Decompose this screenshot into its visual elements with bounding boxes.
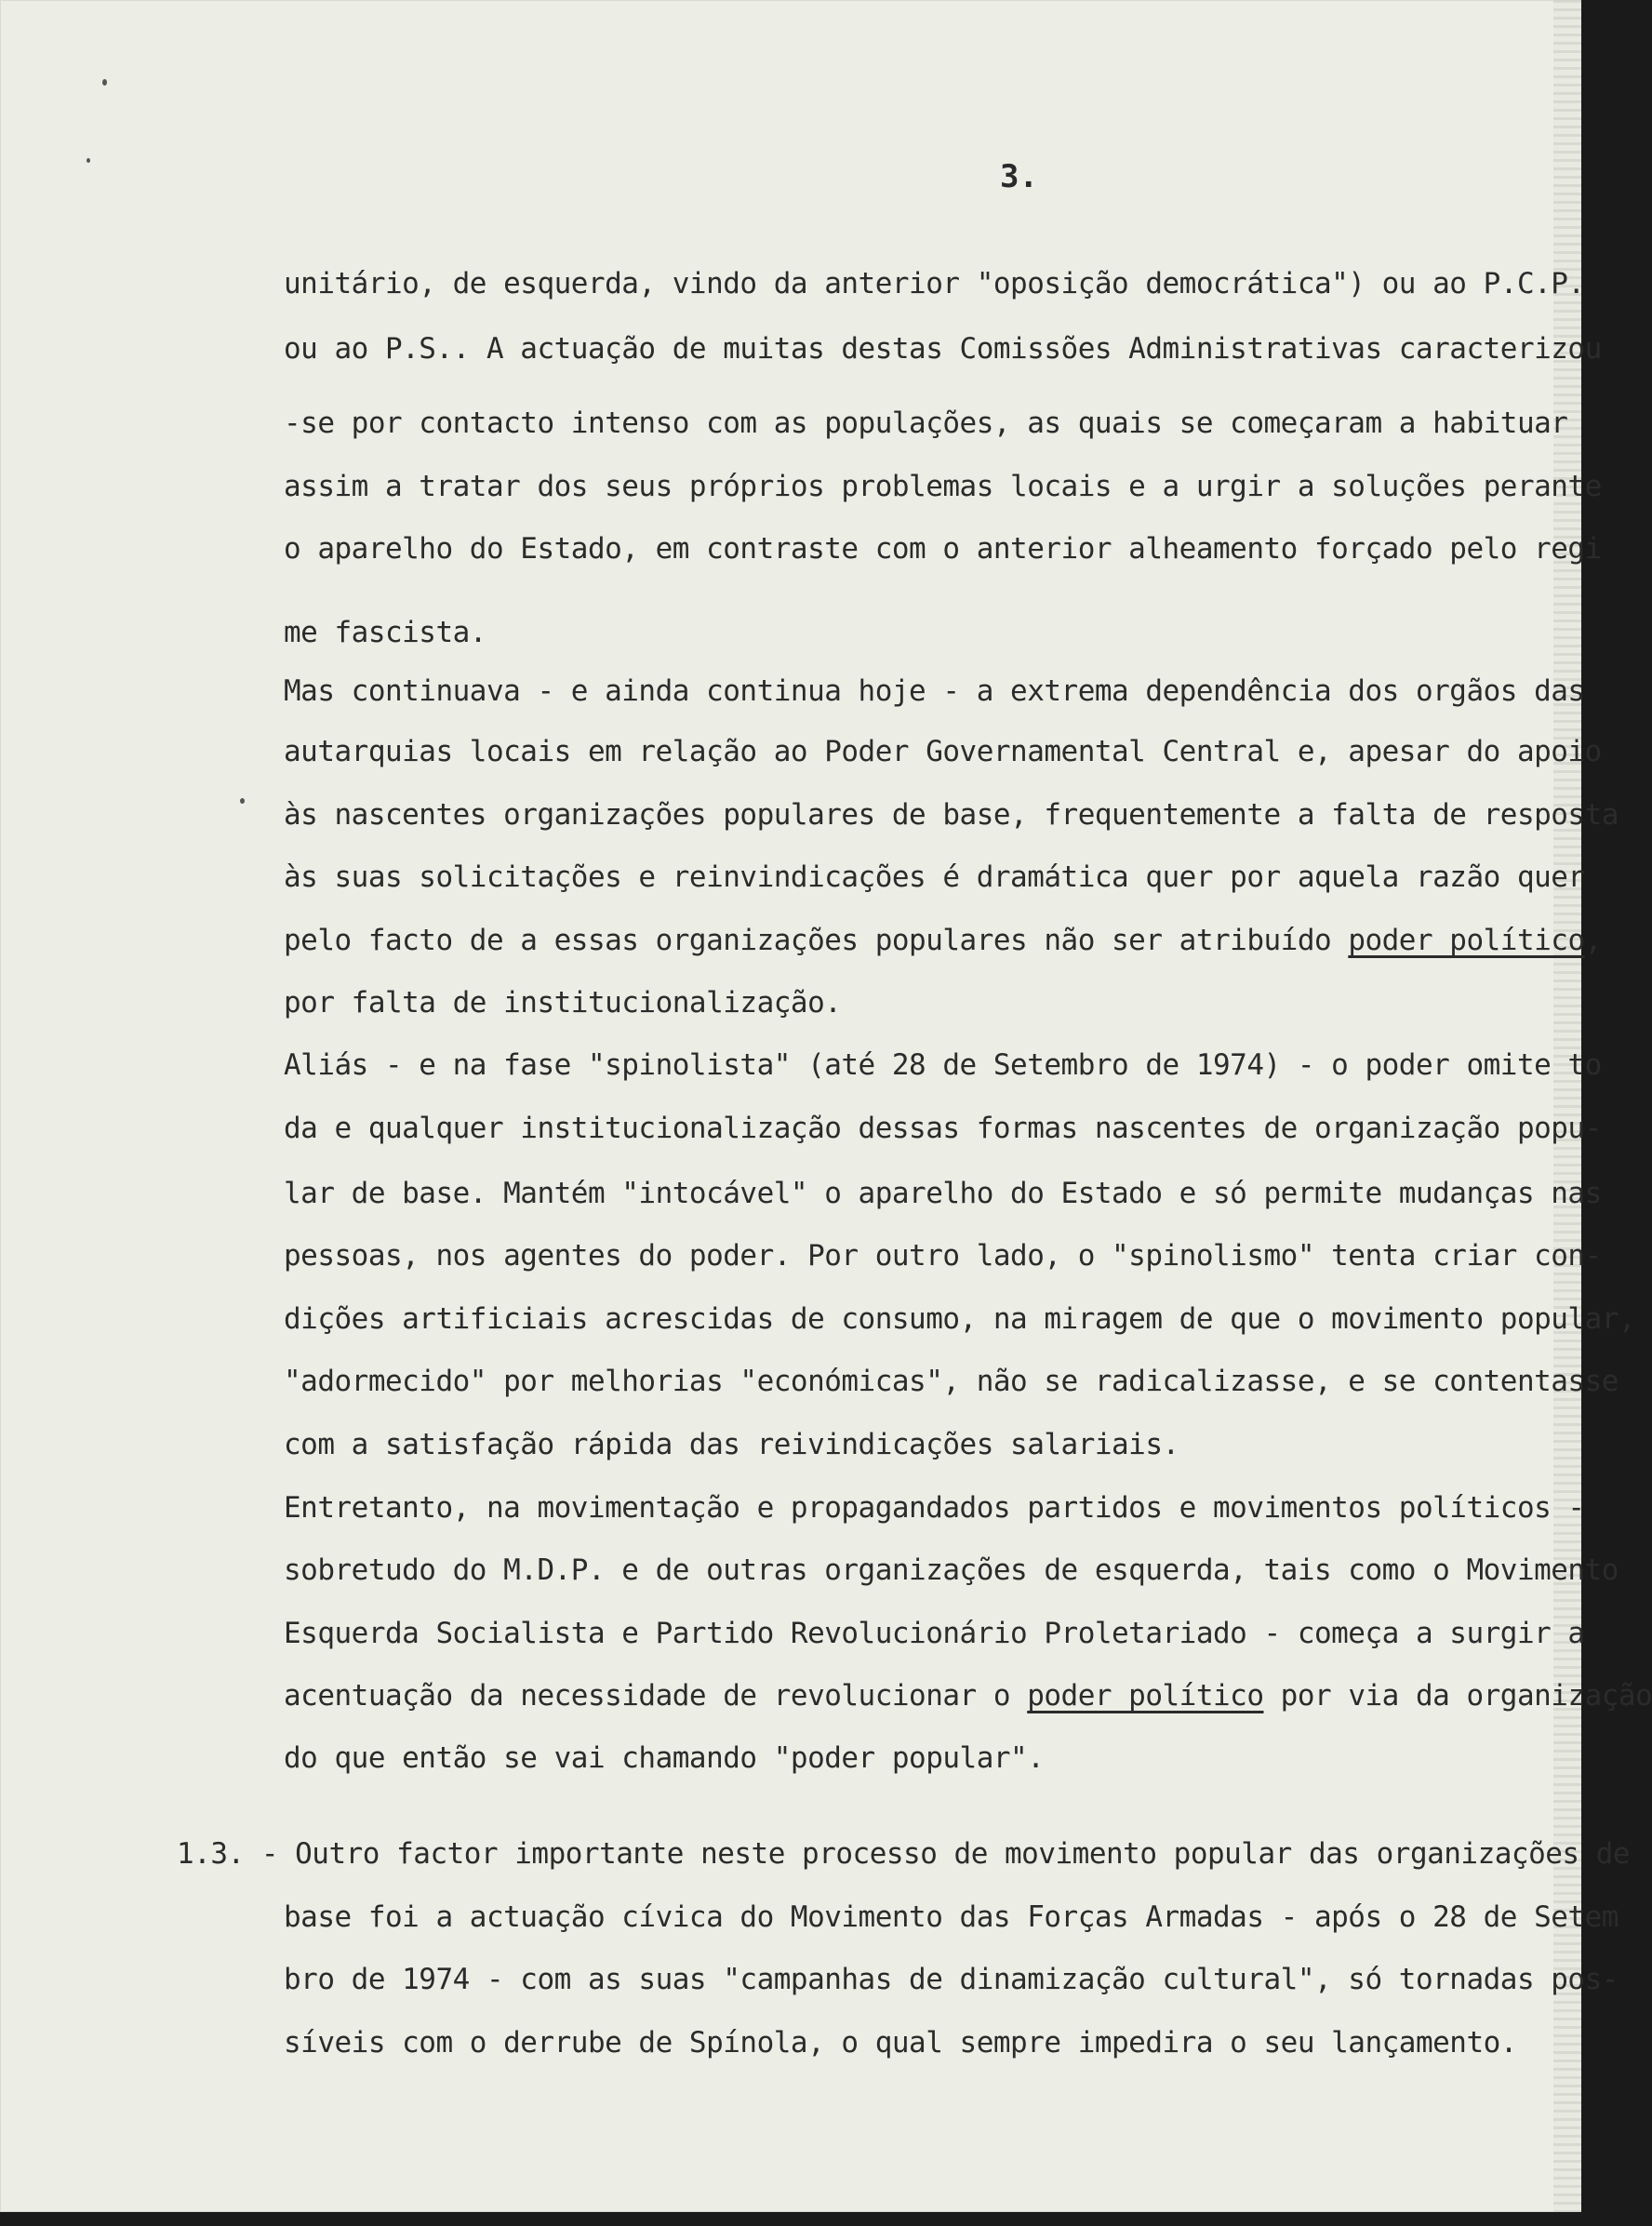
text-line: síveis com o derrube de Spínola, o qual sempre impedira o seu lançamento.	[284, 2026, 1517, 2059]
page-number: 3.	[1000, 158, 1038, 195]
text-line: unitário, de esquerda, vindo da anterior "oposição democrática") ou ao P.C.P.	[284, 267, 1585, 300]
text-line: lar de base. Mantém "intocável" o aparelho do Estado e só permite mudanças nas	[284, 1177, 1602, 1210]
section-line: 1.3. - Outro factor importante neste processo de movimento popular das organizações de	[177, 1837, 1631, 1871]
text-line: "adormecido" por melhorias "económicas", não se radicalizasse, e se contentasse	[284, 1365, 1619, 1398]
text-line: autarquias locais em relação ao Poder Governamental Central e, apesar do apoio	[284, 735, 1602, 768]
text-line: por falta de institucionalização.	[284, 986, 842, 1020]
text-line: base foi a actuação cívica do Movimento das Forças Armadas - após o 28 de Setem	[284, 1900, 1619, 1934]
text-line: acentuação da necessidade de revolucionar o poder político por via da organização	[284, 1679, 1652, 1713]
text-line: -se por contacto intenso com as populações, as quais se começaram a habituar	[284, 407, 1568, 440]
text-line: do que então se vai chamando "poder popular".	[284, 1741, 1045, 1775]
text-line: às suas solicitações e reinvindicações é dramática quer por aquela razão quer	[284, 860, 1585, 894]
text-line: bro de 1974 - com as suas "campanhas de dinamização cultural", só tornadas pos-	[284, 1963, 1619, 1996]
underlined-term: poder político	[1348, 924, 1585, 957]
text-line: Entretanto, na movimentação e propagandados partidos e movimentos políticos -	[284, 1491, 1585, 1525]
text-line: da e qualquer institucionalização dessas formas nascentes de organização popu-	[284, 1112, 1602, 1145]
text-line: com a satisfação rápida das reivindicações salariais.	[284, 1428, 1179, 1461]
text-line: Aliás - e na fase "spinolista" (até 28 de Setembro de 1974) - o poder omite to	[284, 1048, 1602, 1082]
text-line: pelo facto de a essas organizações populares não ser atribuído poder político,	[284, 924, 1602, 957]
text-line: às nascentes organizações populares de base, frequentemente a falta de resposta	[284, 798, 1619, 832]
underlined-term: poder político	[1027, 1679, 1264, 1713]
text-line: sobretudo do M.D.P. e de outras organizações de esquerda, tais como o Movimento	[284, 1553, 1619, 1587]
text-line: me fascista.	[284, 616, 486, 649]
text-line: dições artificiais acrescidas de consumo, na miragem de que o movimento popular,	[284, 1302, 1636, 1336]
text-line: assim a tratar dos seus próprios problemas locais e a urgir a soluções perante	[284, 470, 1602, 503]
text-line: pessoas, nos agentes do poder. Por outro lado, o "spinolismo" tenta criar con-	[284, 1239, 1602, 1273]
text-line: o aparelho do Estado, em contraste com o anterior alheamento forçado pelo regi	[284, 532, 1602, 566]
text-line: Mas continuava - e ainda continua hoje - a extrema dependência dos orgãos das	[284, 674, 1585, 708]
text-line: Esquerda Socialista e Partido Revolucionário Proletariado - começa a surgir a	[284, 1617, 1585, 1650]
text-line: ou ao P.S.. A actuação de muitas destas Comissões Administrativas caracterizou	[284, 332, 1602, 366]
